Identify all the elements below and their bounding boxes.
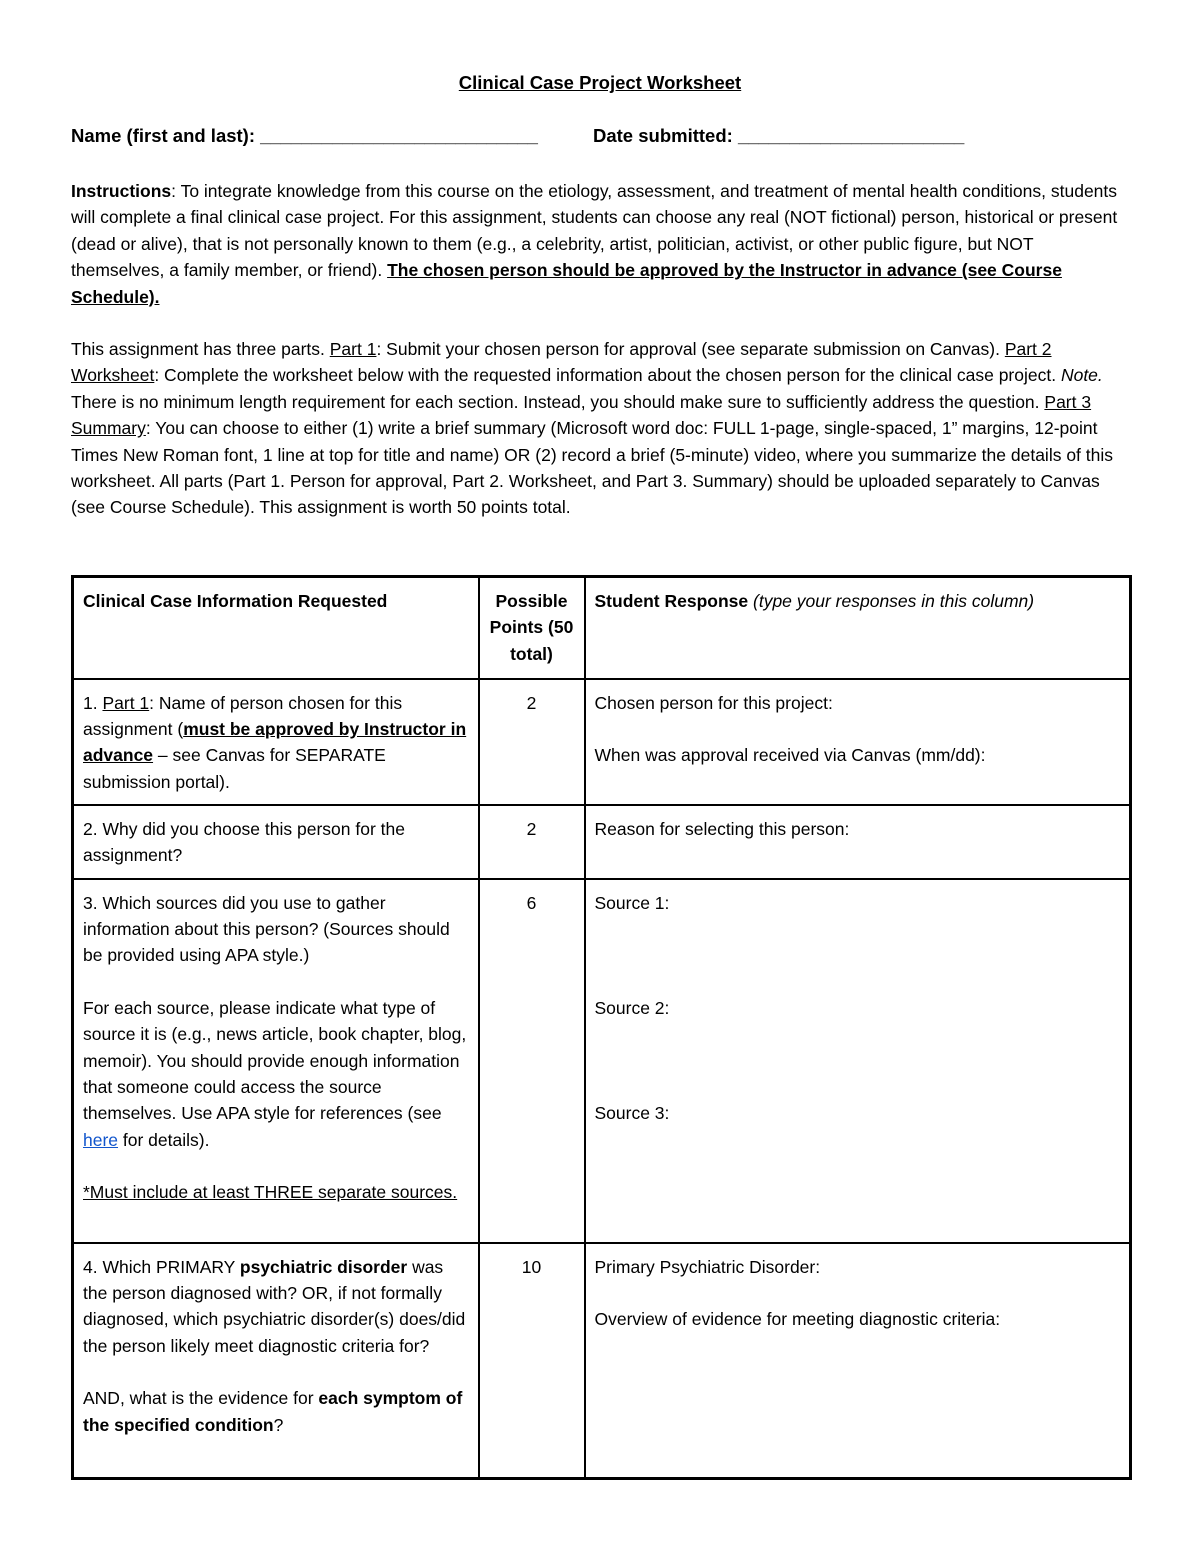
instructions-paragraph <box>71 178 1131 310</box>
name-field[interactable]: ___________________________ <box>260 125 538 146</box>
row3-text-2b: for details). <box>118 1129 210 1150</box>
row4-bold-2: each symptom of the specified condition <box>83 1388 463 1435</box>
header-response-italic: (type your responses in this column) <box>748 591 1035 611</box>
row1-response-1: Chosen person for this project: <box>594 692 833 713</box>
overview-text-1: This assignment has three parts. <box>71 339 330 359</box>
row4-text-2b: ? <box>273 1414 284 1435</box>
row4-text-1 <box>83 1254 469 1360</box>
worksheet-table <box>71 575 1132 1480</box>
row1-part: Part 1 <box>102 692 150 713</box>
table-header-row <box>73 577 1131 679</box>
name-label: Name (first and last): <box>71 125 261 146</box>
row1-points: 2 <box>479 679 585 805</box>
table-row <box>73 679 1131 805</box>
table-row <box>73 1243 1131 1479</box>
row3-text-2a: For each source, please indicate what type of source it is (e.g., news article, book chapter, blog, memoir). You should provide enough information that someone could access the source themselves. Use APA style for references (see <box>83 997 467 1124</box>
header-possible-points: Possible Points (50 total) <box>479 577 585 679</box>
overview-part1: Part 1 <box>329 339 377 359</box>
instructions-emphasis: The chosen person should be approved by the Instructor in advance (see Course Schedule). <box>71 260 1062 307</box>
row3-requirement: *Must include at least THREE separate sources. <box>83 1182 458 1203</box>
date-field[interactable]: ______________________ <box>737 125 965 146</box>
row3-question <box>73 879 479 1243</box>
row4-text-2a: AND, what is the evidence for <box>83 1388 319 1409</box>
overview-part3: Part 3 Summary <box>71 391 1092 439</box>
date-label: Date submitted: <box>593 125 738 146</box>
header-response-bold: Student Response <box>594 591 749 611</box>
row2-question: 2. Why did you choose this person for the assignment? <box>73 805 479 879</box>
row4-text-2 <box>83 1385 469 1438</box>
row3-source-1: Source 1: <box>594 892 670 913</box>
row4-points: 10 <box>479 1243 585 1479</box>
row4-text-1a: 4. Which PRIMARY <box>83 1256 240 1277</box>
name-date-line <box>71 125 965 147</box>
row1-num: 1. <box>83 692 103 713</box>
row2-response[interactable] <box>585 805 1131 879</box>
row1-text-1: : Name of person chosen for this assignment ( <box>83 692 403 739</box>
date-submitted <box>593 125 964 147</box>
header-student-response <box>585 577 1131 679</box>
table-row <box>73 879 1131 1243</box>
page-title: Clinical Case Project Worksheet <box>458 72 742 93</box>
header-info-requested: Clinical Case Information Requested <box>73 577 479 679</box>
row1-question <box>73 679 479 805</box>
row2-points: 2 <box>479 805 585 879</box>
row3-source-2: Source 2: <box>594 997 670 1018</box>
overview-part2: Part 2 Worksheet <box>71 339 1052 386</box>
row1-response[interactable] <box>585 679 1131 805</box>
row1-text-2: – see Canvas for SEPARATE submission portal). <box>83 745 386 792</box>
overview-paragraph <box>71 336 1131 521</box>
row4-response-1: Primary Psychiatric Disorder: <box>594 1256 821 1277</box>
apa-reference-link[interactable]: here <box>83 1129 119 1150</box>
row3-source-3: Source 3: <box>594 1103 670 1124</box>
row4-response[interactable] <box>585 1243 1131 1479</box>
row4-question <box>73 1243 479 1479</box>
table-row <box>73 805 1131 879</box>
instructions-label: Instructions <box>71 181 172 201</box>
row3-response[interactable] <box>585 879 1131 1243</box>
overview-text-2: : Submit your chosen person for approval (see separate submission on Canvas). <box>376 339 1005 359</box>
row3-points: 6 <box>479 879 585 1243</box>
row4-text-1b: was the person diagnosed with? OR, if not formally diagnosed, which psychiatric disorder(s) does/did the person likely meet diagnostic criteria for? <box>83 1256 466 1356</box>
overview-text-5: : You can choose to either (1) write a brief summary (Microsoft word doc: FULL 1-page, single-spaced, 1” margins, 12-point Times New Roman font, 1 line at top for title and name) OR (2) record a brief (5-minute) video, where you summarize the details of this worksheet. All parts (Part 1. Person for approval, Part 2. Worksheet, and Part 3. Summary) should be uploaded separately to Canvas (see Course Schedule). This assignment is worth 50 points total. <box>71 418 1114 518</box>
overview-text-4: There is no minimum length requirement for each section. Instead, you should make sure to sufficiently address the question. <box>71 391 1045 412</box>
row4-bold-1: psychiatric disorder <box>239 1256 408 1277</box>
row1-response-2: When was approval received via Canvas (mm/dd): <box>594 744 986 765</box>
overview-text-3: : Complete the worksheet below with the requested information about the chosen person for the clinical case project. <box>154 365 1061 386</box>
overview-note: Note. <box>1060 365 1103 386</box>
row3-text-1: 3. Which sources did you use to gather information about this person? (Sources should be provided using APA style.) <box>83 892 450 966</box>
row3-text-2 <box>83 995 469 1153</box>
instructions-text: : To integrate knowledge from this course on the etiology, assessment, and treatment of mental health conditions, students will complete a final clinical case project. For this assignment, students can choose any real (NOT fictional) person, historical or present (dead or alive), that is not personally known to them (e.g., a celebrity, artist, politician, activist, or other public figure, but NOT themselves, a family member, or friend). <box>71 181 1118 281</box>
row2-response-1: Reason for selecting this person: <box>594 818 850 839</box>
row1-bold: must be approved by Instructor in advance <box>83 718 467 766</box>
row4-response-2: Overview of evidence for meeting diagnostic criteria: <box>594 1308 1001 1329</box>
